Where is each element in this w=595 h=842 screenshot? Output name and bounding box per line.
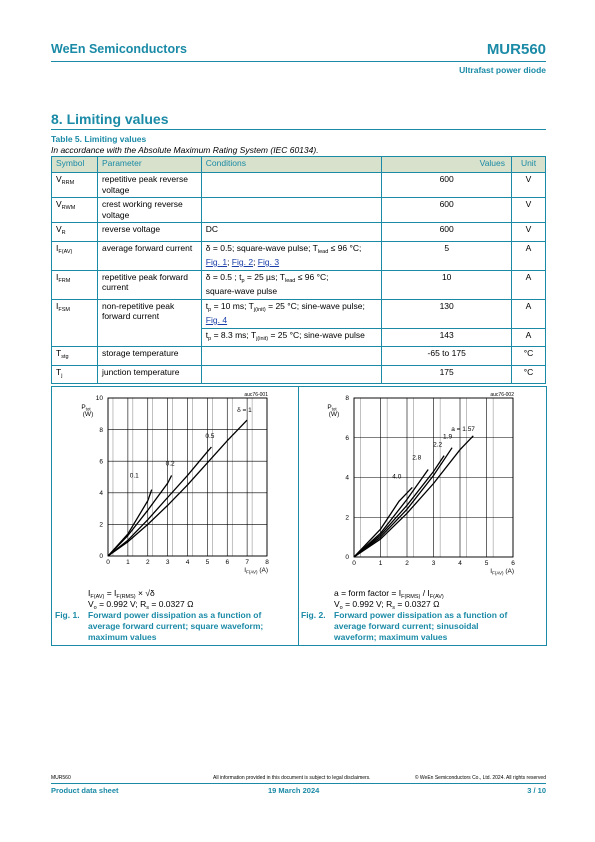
x-tick-label: 4 [185,559,190,566]
x-tick-label: 0 [106,559,110,566]
conditions-cell: $t_p = 10$ ms; $T_{j(init)} = 25$ °C; sine-wave pulse; Fig. 4 [201,299,382,328]
conditions-cell [201,347,382,366]
y-tick-label: 8 [345,395,349,403]
symbol-cell: $T_{stg}$ [52,347,98,366]
y-axis-unit: (W) [328,411,340,418]
x-tick-label: 2 [405,560,409,567]
conditions-cell [201,173,382,198]
company-name: WeEn Semiconductors [51,42,187,56]
series-label: 1.9 [443,433,453,441]
unit-cell: V [512,223,546,242]
fig-1-number: Fig. 1. [55,610,80,620]
table-row [52,241,546,270]
conditions-cell: δ = 0.5 ; $t_p = 25$ µs; $T_{lead} \le 96$ °C; square-wave pulse [201,270,382,299]
table-row [52,365,546,384]
footer-disclaimer: All information provided in this document is subject to legal disclaimers. [213,775,371,781]
table-row [52,299,546,328]
fig-4-link[interactable]: Fig. 4 [205,315,228,325]
header-conditions: Conditions [201,157,382,173]
x-tick-label: 3 [431,560,436,567]
series-label: 2.2 [433,441,443,449]
footer-doc: MUR560 [51,775,71,781]
chart-code: auc76-001 [244,392,268,398]
x-tick-label: 1 [378,560,383,567]
chart-code: auc76-002 [490,392,514,398]
fig-2-note-1: a = form factor = $I_{F(RMS)} / I_{F(AV)}$ [334,588,444,600]
unit-cell: V [512,173,546,198]
chart-fig-2 [305,392,535,577]
x-tick-label: 8 [265,559,269,566]
series-label: δ = 1 [237,407,252,415]
fig-1-note-1: $I_{F(AV)} = I_{F(RMS)} \times √\delta$ [88,588,155,600]
table-title: Table 5. Limiting values [51,134,147,144]
y-axis-unit: (W) [82,411,94,418]
table-row [52,173,546,198]
x-tick-label: 5 [484,560,489,567]
value-cell: 130 [382,299,512,328]
series-label: 0.1 [129,472,139,480]
symbol-cell: $I_{FRM}$ [52,270,98,299]
y-tick-label: 4 [99,490,103,497]
x-tick-label: 1 [126,559,130,566]
parameter-cell: repetitive peak reverse voltage [97,173,201,198]
series-label: 4.0 [392,473,402,481]
series-label: a = 1.57 [451,425,475,433]
footer-doc-type: Product data sheet [51,786,119,795]
header-symbol: Symbol [52,157,98,173]
parameter-cell: non-repetitive peak forward current [97,299,201,347]
footer-date: 19 March 2024 [268,786,320,795]
x-tick-label: 3 [165,559,170,566]
value-cell: 600 [382,173,512,198]
symbol-cell: $I_{F(AV)}$ [52,241,98,270]
series-line [354,448,452,557]
y-tick-label: 0 [99,553,103,561]
parameter-cell: average forward current [97,241,201,270]
conditions-cell: DC [201,223,382,242]
symbol-cell: $I_{FSM}$ [52,299,98,347]
table-header-row [52,157,546,173]
table-row [52,270,546,299]
series-line [354,487,412,557]
value-cell: 175 [382,365,512,384]
conditions-cell [201,365,382,384]
conditions-cell: $t_p = 8.3$ ms; $T_{j(init)} = 25$ °C; sine-wave pulse [201,328,382,347]
table-row [52,347,546,366]
table-row [52,198,546,223]
value-cell: 600 [382,223,512,242]
chart-fig-1 [60,392,290,577]
header-unit: Unit [512,157,546,173]
table-row [52,223,546,242]
symbol-cell: $V_R$ [52,223,98,242]
x-axis-label: $I_{F(AV)}$ (A) [244,567,268,575]
section-rule [51,129,546,130]
parameter-cell: repetitive peak forward current [97,270,201,299]
x-tick-label: 4 [458,560,462,567]
symbol-cell: $T_j$ [52,365,98,384]
value-cell: 10 [382,270,512,299]
value-cell: 5 [382,241,512,270]
y-tick-label: 10 [95,395,103,403]
y-tick-label: 2 [345,514,349,522]
header-parameter: Parameter [97,157,201,173]
y-axis-label: $P_{tot}$ [81,404,91,412]
parameter-cell: crest working reverse voltage [97,198,201,223]
footer-copyright: © WeEn Semiconductors Co., Ltd. 2024. All rights reserved [414,775,546,781]
value-cell: -65 to 175 [382,347,512,366]
value-cell: 143 [382,328,512,347]
unit-cell: °C [512,347,546,366]
value-cell: 600 [382,198,512,223]
unit-cell: A [512,270,546,299]
parameter-cell: reverse voltage [97,223,201,242]
fig-3-link[interactable]: Fig. 3 [257,257,280,267]
series-label: 0.2 [165,460,175,468]
parameter-cell: junction temperature [97,365,201,384]
unit-cell: A [512,241,546,270]
fig-1-caption: Forward power dissipation as a function of average forward current; square waveform; maximum values [88,610,264,642]
series-line [354,456,444,557]
fig-2-caption: Forward power dissipation as a function of average forward current; sinusoidal waveform; maximum values [334,610,508,642]
series-line [108,472,172,556]
limiting-values-table [51,156,546,384]
y-tick-label: 6 [99,458,103,466]
table-subtitle: In accordance with the Absolute Maximum Rating System (IEC 60134). [51,145,319,155]
y-tick-label: 6 [345,434,349,442]
x-tick-label: 5 [205,559,210,566]
footer-rule [51,783,546,784]
part-number: MUR560 [486,41,546,58]
y-tick-label: 8 [99,426,103,434]
conditions-cell [201,198,382,223]
x-tick-label: 7 [245,559,249,566]
footer-page: 3 / 10 [527,786,546,795]
parameter-cell: storage temperature [97,347,201,366]
conditions-cell: δ = 0.5; square-wave pulse; $T_{lead} \le 96$ °C; Fig. 1; Fig. 2; Fig. 3 [201,241,382,270]
fig-1-note-2: $V_o = 0.992$ V; $R_s = 0.0327$ Ω [88,599,194,611]
series-label: 0.5 [205,432,215,440]
y-tick-label: 0 [345,554,349,562]
x-tick-label: 6 [225,559,230,566]
x-tick-label: 2 [145,559,150,566]
fig-2-link[interactable]: Fig. 2 [231,257,254,267]
figures-divider [298,386,299,645]
section-title: 8. Limiting values [51,111,169,127]
fig-2-number: Fig. 2. [301,610,326,620]
y-axis-label: $P_{tot}$ [327,404,337,412]
symbol-cell: $V_{RRM}$ [52,173,98,198]
series-line [108,420,247,556]
unit-cell: °C [512,365,546,384]
y-tick-label: 4 [345,474,349,482]
series-label: 2.8 [412,454,422,462]
unit-cell: A [512,299,546,328]
x-tick-label: 0 [352,560,356,567]
part-subtitle: Ultrafast power diode [459,65,546,75]
fig-1-link[interactable]: Fig. 1 [205,257,228,267]
x-tick-label: 6 [511,560,515,567]
fig-2-note-2: $V_o = 0.992$ V; $R_s = 0.0327$ Ω [334,599,440,611]
unit-cell: A [512,328,546,347]
x-axis-label: $I_{F(AV)}$ (A) [490,568,514,576]
unit-cell: V [512,198,546,223]
header-values: Values [382,157,512,173]
header-rule [51,61,546,62]
symbol-cell: $V_{RWM}$ [52,198,98,223]
y-tick-label: 2 [99,521,103,529]
